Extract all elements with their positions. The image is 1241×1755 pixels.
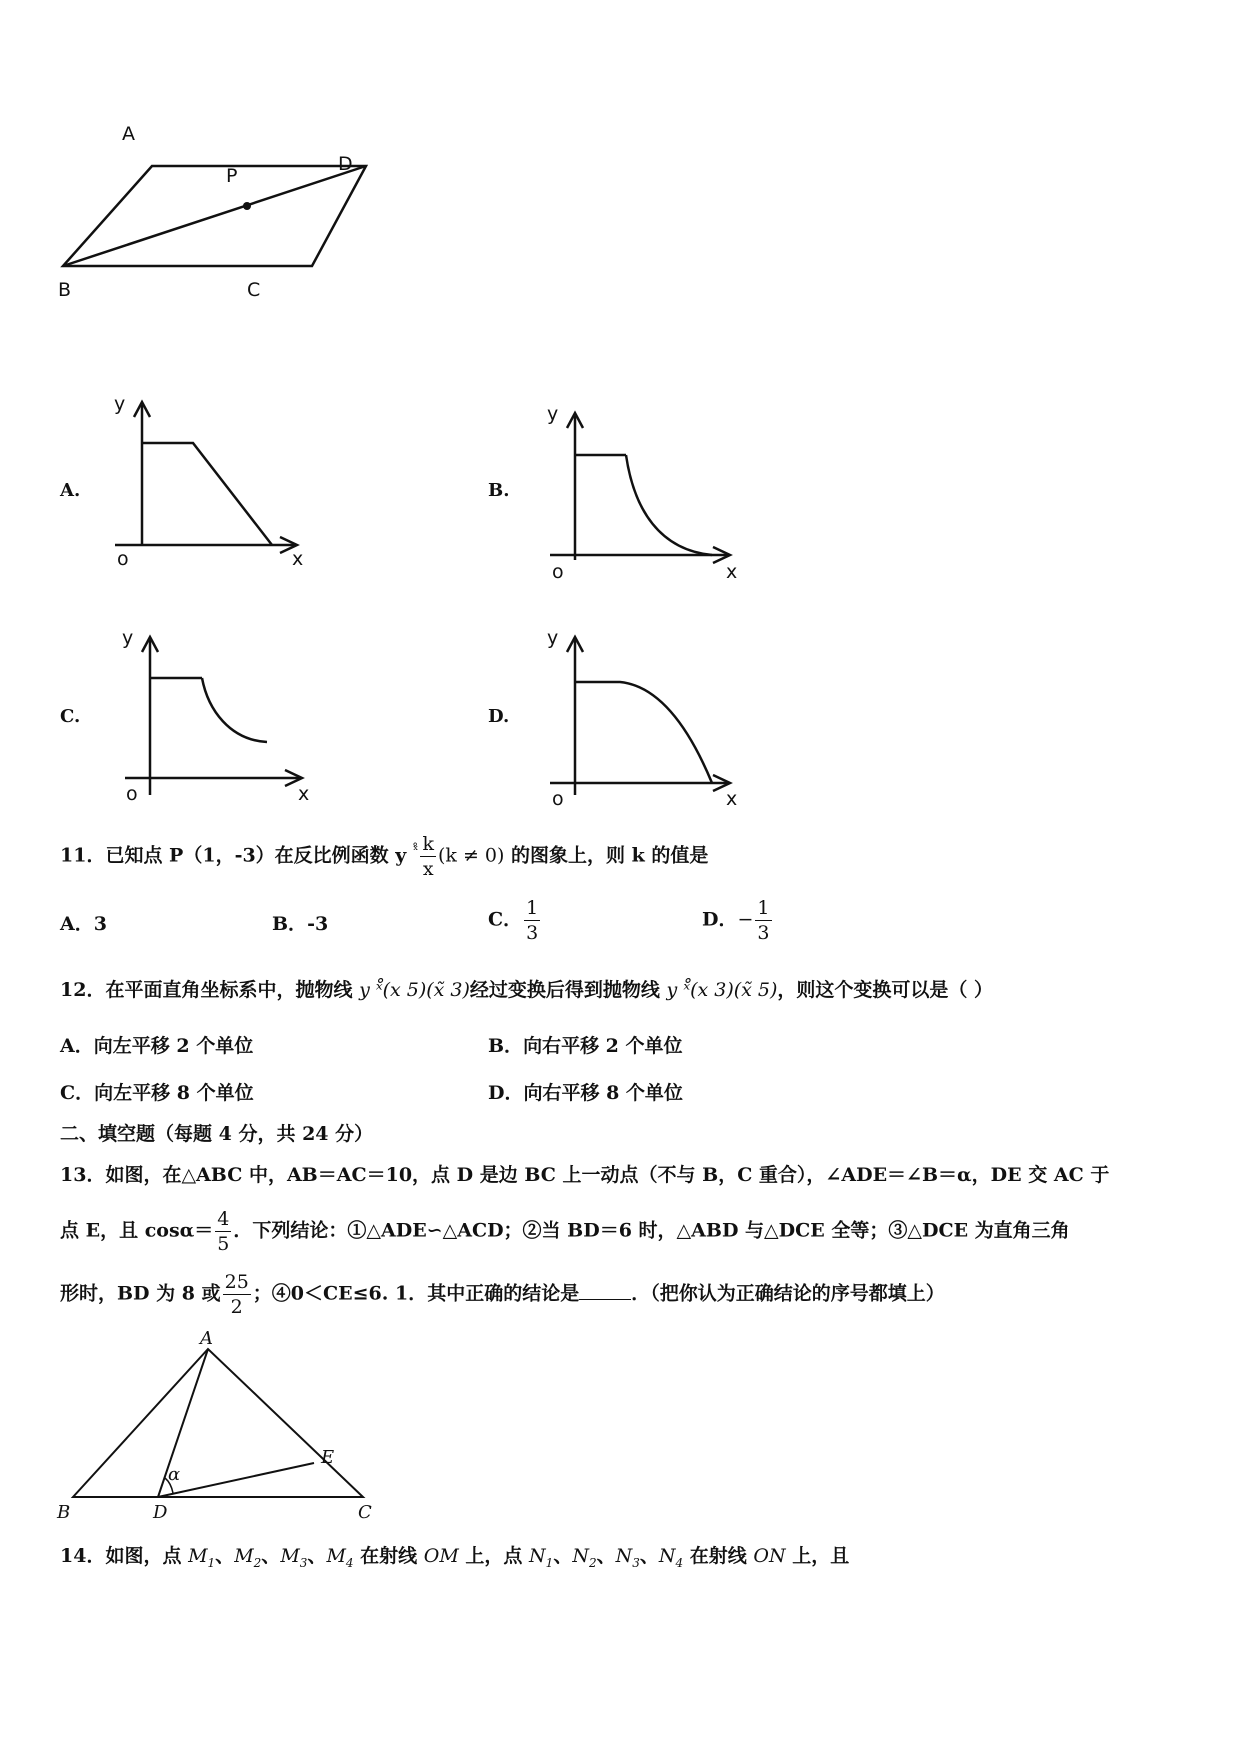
point-m4 [326,1545,354,1570]
origin-label: o [126,783,138,805]
n-letter: N [615,1545,633,1567]
parabola-2: y ˣ̊(x 3)(x̃ 5) [666,979,778,1001]
option-fraction [755,896,771,945]
q14-e: 上，且 [785,1545,850,1567]
section-2-heading: 二、填空题（每题 4 分，共 24 分） [60,1123,374,1145]
parabola-1: y ˣ̊(x 5)(x̃ 3) [359,979,470,1001]
n-letter: N [572,1545,589,1567]
question-14 [60,1544,849,1575]
angle-alpha: α [168,1464,181,1485]
m-subscript: 3 [299,1555,308,1570]
graph-option-b-label: B. [488,480,510,501]
point-n2 [572,1545,597,1570]
y-axis-label: y [547,627,559,649]
answer-blank[interactable] [579,1281,631,1300]
graph-option-c-label: C. [60,706,81,727]
q14-d: 在射线 [683,1545,754,1567]
m-subscript: 2 [253,1555,262,1570]
fraction-denominator: 5 [217,1233,230,1255]
point-n1 [529,1545,554,1570]
fraction-numerator: 1 [526,897,539,919]
graph-a [100,390,320,570]
question-11 [60,832,708,881]
fraction-numerator: 4 [217,1208,230,1230]
x-axis-label: x [726,561,738,583]
option-text: 向左平移 2 个单位 [93,1035,254,1057]
m-subscript: 4 [345,1555,354,1570]
m-letter: M [326,1545,346,1567]
q13-line3-c: ．（把你认为正确结论的序号都填上） [631,1282,945,1305]
fraction-numerator: 1 [757,897,770,919]
vertex-a: A [200,1328,213,1349]
q14-b: 在射线 [353,1545,424,1567]
fn-mark: ˣ̊ [412,843,419,859]
n-letter: N [658,1545,676,1567]
option-sign: − [737,908,754,931]
option-text: -3 [307,913,329,935]
question-13-line-2 [60,1207,1070,1256]
option-label: C． [488,908,523,931]
x-axis-label: x [298,783,310,805]
graph-c [100,620,320,810]
graph-option-a-label: A. [60,480,81,501]
option-label: B． [488,1035,524,1057]
q12-option-a [60,1034,253,1058]
parallelogram-figure [50,120,390,330]
x-axis-label: x [292,548,304,570]
origin-label: o [117,548,129,570]
separator: 、 [215,1545,235,1567]
m-subscript: 1 [207,1555,216,1570]
q13-line3-a: 形时，BD 为 8 或 [60,1282,221,1305]
m-letter: M [234,1545,254,1567]
q12-option-d [488,1081,683,1105]
n-subscript: 4 [675,1555,684,1570]
question-12-middle: 经过变换后得到抛物线 [469,979,667,1001]
vertex-d: D [153,1502,168,1523]
option-text: 向左平移 8 个单位 [94,1082,254,1104]
x-axis-label: x [726,788,738,810]
question-12 [60,978,993,1002]
separator: 、 [596,1545,616,1567]
question-11-condition: (k ≠ 0) [437,844,505,867]
vertex-a: A [122,123,135,145]
point-n3 [615,1545,640,1570]
separator: 、 [639,1545,659,1567]
option-label: A． [60,913,94,935]
graph-d [530,620,750,810]
graph-b [530,400,750,583]
vertex-c: C [247,279,261,301]
q11-option-c [488,896,542,945]
q13-line2-a: 点 E，且 cosα＝ [60,1219,214,1242]
y-axis-label: y [114,393,126,415]
fraction-numerator: 25 [224,1271,249,1293]
q12-option-b [488,1034,683,1058]
option-text: 向右平移 8 个单位 [523,1082,683,1104]
option-label: B． [272,913,308,935]
option-text: 3 [93,913,107,935]
vertex-b: B [58,279,72,301]
vertex-d: D [338,153,353,175]
graph-option-d-label: D. [488,706,510,727]
origin-label: o [552,788,564,810]
point-m2 [234,1545,262,1570]
option-label: A． [60,1035,94,1057]
ray-on: ON [753,1545,786,1567]
q11-option-b [272,912,328,936]
option-label: D． [702,908,738,931]
fraction-denominator: 3 [526,922,539,944]
fraction-numerator: k [422,833,434,855]
fraction-denominator: 2 [230,1296,243,1318]
n-subscript: 2 [588,1555,597,1570]
option-text: 向右平移 2 个单位 [523,1035,683,1057]
m-letter: M [188,1545,208,1567]
y-axis-label: y [122,627,134,649]
question-12-suffix: ，则这个变换可以是（ ） [777,979,994,1001]
cos-fraction [215,1207,231,1256]
fraction-denominator: x [422,858,434,880]
option-label: D． [488,1082,524,1104]
q14-c: 上，点 [458,1545,530,1567]
question-11-fraction [420,832,436,881]
question-12-prefix: 12．在平面直角坐标系中，抛物线 [60,979,360,1001]
point-m3 [280,1545,308,1570]
q11-option-d [702,896,774,945]
n-subscript: 3 [632,1555,640,1570]
separator: 、 [307,1545,327,1567]
vertex-e: E [321,1447,335,1468]
n-subscript: 1 [545,1555,554,1570]
question-11-prefix: 11．已知点 P（1，-3）在反比例函数 y [60,844,413,867]
separator: 、 [553,1545,573,1567]
question-13-line-1: 13．如图，在△ABC 中，AB＝AC＝10，点 D 是边 BC 上一动点（不与 B，C 重合），∠ADE＝∠B＝α，DE 交 AC 于 [60,1164,1110,1186]
q13-line2-b: ．下列结论：①△ADE∽△ACD；②当 BD＝6 时，△ABD 与△DCE 全等；③△DCE 为直角三角 [233,1219,1070,1242]
ray-om: OM [423,1545,459,1567]
vertex-b: B [57,1502,71,1523]
point-m1 [188,1545,216,1570]
q11-option-a [60,912,107,936]
fraction-denominator: 3 [757,922,770,944]
vertex-c: C [358,1502,372,1523]
point-n4 [658,1545,684,1570]
triangle-figure [55,1330,395,1530]
question-13-line-3 [60,1270,945,1319]
n-letter: N [529,1545,546,1567]
y-axis-label: y [547,403,559,425]
m-letter: M [280,1545,300,1567]
separator: 、 [261,1545,281,1567]
q13-line3-b: ；④0＜CE≤6. 1．其中正确的结论是 [252,1282,580,1305]
origin-label: o [552,561,564,583]
q14-a: 14．如图，点 [60,1545,189,1567]
bd-fraction [223,1270,251,1319]
point-p: P [226,165,238,187]
q12-option-c [60,1081,254,1105]
question-11-suffix: 的图象上，则 k 的值是 [504,844,709,867]
option-label: C． [60,1082,95,1104]
option-fraction [524,896,540,945]
